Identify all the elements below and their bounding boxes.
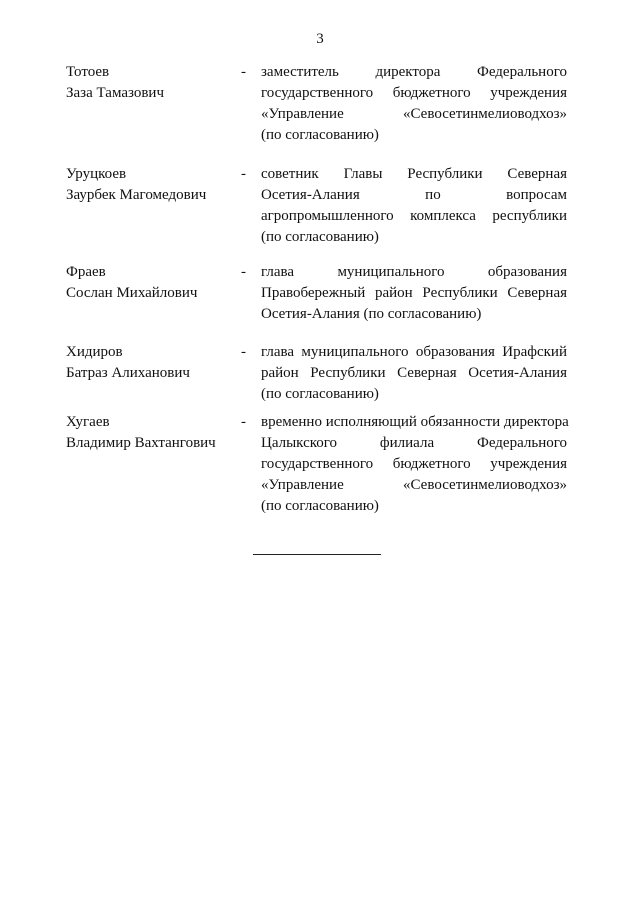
member-name [66,164,236,206]
role-line: «Управление «Севосетинмелиоводхоз» [261,477,567,493]
member-role [261,262,567,325]
member-given-name: Сослан Михайлович [66,285,198,301]
member-given-name: Владимир Вахтангович [66,435,216,451]
list-item [0,164,640,262]
role-line: Осетия-Алания (по согласованию) [261,306,482,322]
role-line: (по согласованию) [261,127,379,143]
closing-separator-line [253,554,381,555]
list-item [0,412,640,514]
member-name [66,412,236,454]
member-surname: Хугаев [66,414,110,430]
member-name [66,262,236,304]
role-line: заместитель директора Федерального [261,64,567,80]
dash-separator: - [241,414,246,430]
dash-separator: - [241,264,246,280]
role-line: глава муниципального образования [261,264,567,280]
dash-separator: - [241,344,246,360]
role-line: агропромышленного комплекса республики [261,208,567,224]
member-surname: Уруцкоев [66,166,127,182]
member-surname: Тотоев [66,64,110,80]
member-role [261,62,567,146]
role-line: (по согласованию) [261,229,379,245]
role-line: (по согласованию) [261,498,379,514]
page-number: 3 [316,31,324,47]
member-given-name: Заурбек Магомедович [66,187,207,203]
list-item [0,342,640,412]
member-given-name: Заза Тамазович [66,85,164,101]
role-line: Цалыкского филиала Федерального [261,435,567,451]
role-line: государственного бюджетного учреждения [261,456,567,472]
dash-separator: - [241,166,246,182]
dash-separator: - [241,64,246,80]
role-line: государственного бюджетного учреждения [261,85,567,101]
list-item [0,62,640,164]
member-name [66,62,236,104]
member-surname: Хидиров [66,344,123,360]
role-line: «Управление «Севосетинмелиоводхоз» [261,106,567,122]
member-given-name: Батраз Алиханович [66,365,190,381]
role-line: советник Главы Республики Северная [261,166,567,182]
role-line: временно исполняющий обязанности директора [261,414,569,430]
member-role [261,342,567,405]
role-line: глава муниципального образования Ирафский [261,344,567,360]
members-list [0,62,640,514]
member-role [261,164,567,248]
role-line: Осетия-Алания по вопросам [261,187,567,203]
role-line: (по согласованию) [261,386,379,402]
member-role [261,412,567,517]
member-name [66,342,236,384]
list-item [0,262,640,342]
role-line: Правобережный район Республики Северная [261,285,567,301]
role-line: район Республики Северная Осетия-Алания [261,365,567,381]
member-surname: Фраев [66,264,106,280]
